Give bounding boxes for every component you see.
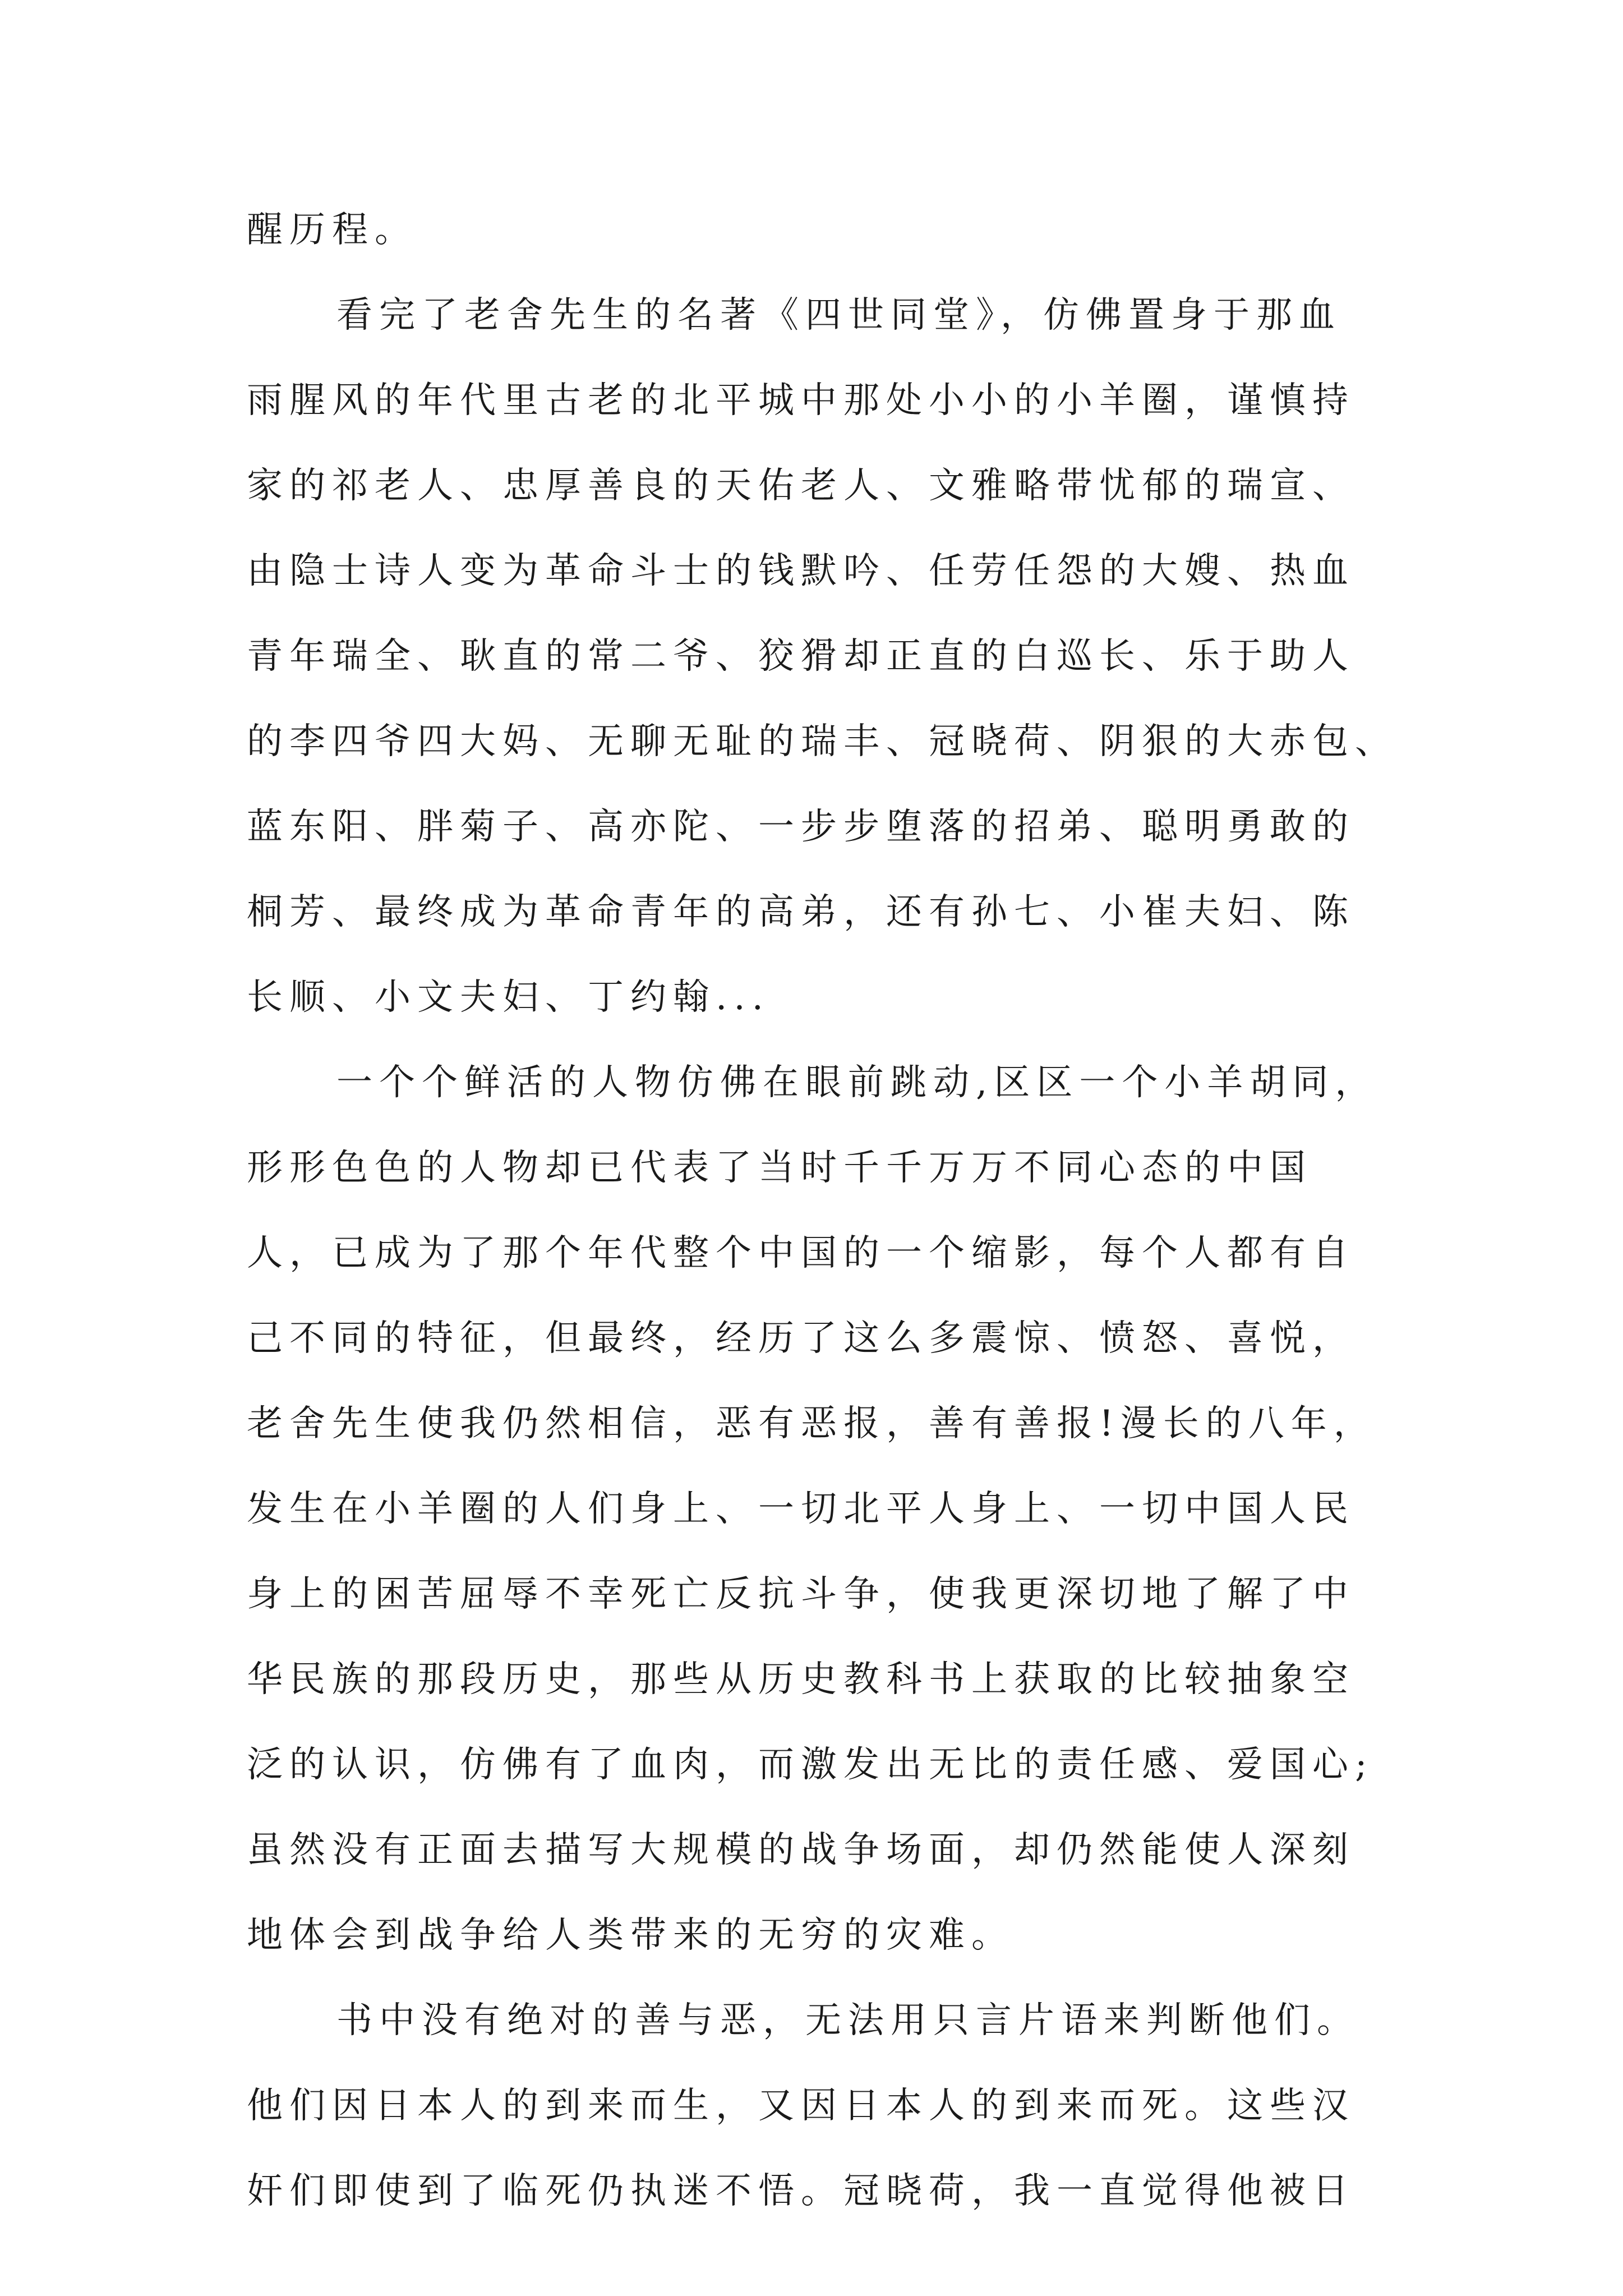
text-line: 华民族的那段历史，那些从历史教科书上获取的比较抽象空	[247, 1659, 1355, 1700]
text-line: 地体会到战争给人类带来的无穷的灾难。	[247, 1915, 1014, 1956]
text-line: 看完了老舍先生的名著《四世同堂》，仿佛置身于那血	[336, 295, 1341, 336]
text-line: 奸们即使到了临死仍执迷不悟。冠晓荷，我一直觉得他被日	[247, 2170, 1355, 2212]
text-line: 老舍先生使我仍然相信，恶有恶报，善有善报!漫长的八年，	[247, 1403, 1376, 1444]
text-line: 一个个鲜活的人物仿佛在眼前跳动,区区一个小羊胡同，	[336, 1062, 1378, 1103]
text-line: 家的祁老人、忠厚善良的天佑老人、文雅略带忧郁的瑞宣、	[247, 465, 1355, 507]
text-line: 桐芳、最终成为革命青年的高弟，还有孙七、小崔夫妇、陈	[247, 891, 1355, 933]
text-line: 形形色色的人物却已代表了当时千千万万不同心态的中国	[247, 1147, 1312, 1189]
text-line: 长顺、小文夫妇、丁约翰...	[247, 977, 771, 1018]
text-line: 发生在小羊圈的人们身上、一切北平人身上、一切中国人民	[247, 1488, 1355, 1530]
text-line: 己不同的特征，但最终，经历了这么多震惊、愤怒、喜悦，	[247, 1318, 1355, 1359]
text-line: 的李四爷四大妈、无聊无耻的瑞丰、冠晓荷、阴狠的大赤包、	[247, 721, 1398, 762]
text-line: 醒历程。	[247, 209, 417, 251]
text-line: 青年瑞全、耿直的常二爷、狡猾却正直的白巡长、乐于助人	[247, 636, 1355, 677]
text-line: 蓝东阳、胖菊子、高亦陀、一步步堕落的招弟、聪明勇敢的	[247, 806, 1355, 848]
text-line: 由隐士诗人变为革命斗士的钱默吟、任劳任怨的大嫂、热血	[247, 550, 1355, 592]
text-line: 人，已成为了那个年代整个中国的一个缩影，每个人都有自	[247, 1232, 1355, 1274]
text-line: 雨腥风的年代里古老的北平城中那处小小的小羊圈，谨慎持	[247, 380, 1355, 421]
text-line: 泛的认识，仿佛有了血肉，而激发出无比的责任感、爱国心;	[247, 1744, 1374, 1786]
text-line: 虽然没有正面去描写大规模的战争场面，却仍然能使人深刻	[247, 1829, 1355, 1871]
text-line: 身上的困苦屈辱不幸死亡反抗斗争，使我更深切地了解了中	[247, 1573, 1355, 1615]
text-line: 他们因日本人的到来而生，又因日本人的到来而死。这些汉	[247, 2085, 1355, 2127]
text-line: 书中没有绝对的善与恶，无法用只言片语来判断他们。	[336, 2000, 1359, 2041]
